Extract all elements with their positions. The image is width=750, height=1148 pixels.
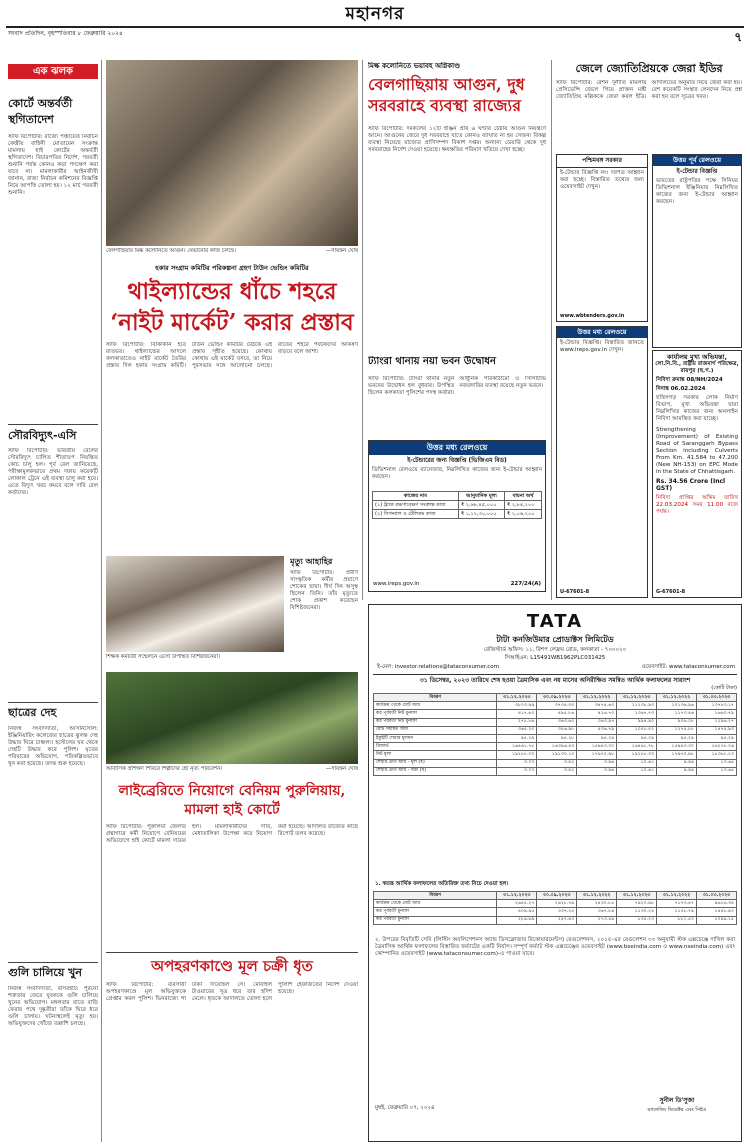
table-row <box>374 767 737 775</box>
column-header: ৩০.০৯.২০২৩ <box>537 892 577 900</box>
pwd-lead: ছত্তিসগড় সরকার লোক নির্মাণ বিভাগ, মুখ্য অভিযন্তা দ্বারা নিম্নলিখিত কাজের জন্য অনলাইন নিবিদা আমন্ত্রিত করা যাচ্ছে। <box>656 394 738 422</box>
cell-value: ১৩৬৭.৭৩ <box>617 710 657 718</box>
cell-value: ১৯২৮৮.৩৩ <box>497 751 537 759</box>
cell-value: ১৬৩৯৬.৪৩ <box>537 743 577 751</box>
ncr-tender-ad <box>368 440 546 592</box>
tata-note1: ১. স্বতন্ত্র আর্থিক ফলাফলের অতিরিক্ত তথ্য নিচে দেওয়া হল। <box>375 881 509 887</box>
section-title: মহানগর <box>345 4 405 24</box>
tata-signatory-role: ম্যানেজিং ডিরেক্টর এবং সিইও <box>647 1107 707 1113</box>
story4-body: নিজস্ব সংবাদদাতা, বসিরহাট: পুরনো শত্রুতার জেরে যুবককে গুলি চালিয়ে খুনের অভিযোগ। মঙ্গলবার রাতে বাড়ি ফেরার পথে দুষ্কৃতীরা তাঁকে ঘিরে ধরে গুলি চালায়। ঘটনাস্থলেই মৃত্যু হয়। অভিযুক্তদের খোঁজে তল্লাশি চলছে। <box>8 986 98 1027</box>
pwd-code: G-67601-8 <box>656 588 686 595</box>
cell-value: ৩৮০৩.৯৯ <box>497 702 537 710</box>
cell-value: ১৬৪৬১.৭৮ <box>497 743 537 751</box>
tata-results-ad <box>368 604 742 1142</box>
fire-photo <box>106 60 358 246</box>
cell-value: ৯৫.২৯ <box>697 734 737 742</box>
cell-value: ১৬৪৬১.৭৮ <box>617 743 657 751</box>
cell-value: ২৬২৮.৭৯ <box>537 900 577 908</box>
cell-value: ২৬৫৫.২৭ <box>497 900 537 908</box>
obituary-headline: মৃত্যু আহাহির <box>290 556 333 566</box>
cell-value: ৩.৯৬ <box>577 759 617 767</box>
ad-website[interactable]: www.ireps.gov.in <box>373 581 420 588</box>
table-row <box>373 510 542 519</box>
cell-value: ১০.৬১ <box>617 759 657 767</box>
kidnap-headline: অপহরণকাণ্ডে মূল চক্রী ধৃত <box>151 957 313 975</box>
nr-tender-ad <box>652 154 742 348</box>
table-row <box>374 718 737 726</box>
column-header: ৩১.১২.২০২৩ <box>497 892 537 900</box>
cell-value: ৩৪৭৪.৬৩ <box>577 702 617 710</box>
wb-notice-ad <box>556 154 648 322</box>
ek-jhalak-tag: এক ঝলক <box>8 64 98 79</box>
ad-title: উত্তর মধ্য রেলওয়ে <box>369 441 545 455</box>
cell-value: ৩.৯২ <box>537 759 577 767</box>
pwd-cost: Rs. 34.56 Crore (Incl GST) <box>656 477 726 493</box>
tata-place-date: মুম্বই, ফেব্রুয়ারি ০৭, ২০২৪ <box>375 1105 435 1111</box>
ad-code: U-67601-8 <box>560 588 590 595</box>
column-header: ৩১.১২.২০২২ <box>657 694 697 702</box>
ad-title: উত্তর মধ্য রেলওয়ে <box>557 327 647 338</box>
table-row <box>374 900 737 908</box>
cell: ₹ ১,১২,৩০,০০০ <box>458 510 504 519</box>
table-row <box>374 702 737 710</box>
cell-value: ১৬২৭৮.০৬ <box>697 743 737 751</box>
cell-value: ৮৮২.৫০ <box>657 916 697 924</box>
cell-value: ২৭৩.৪৬ <box>577 916 617 924</box>
fire-photo-credit: —সায়ন্তন ঘোষ <box>325 248 358 254</box>
cell-value: ৪৯৫.৮৬ <box>537 710 577 718</box>
row-label: শেয়ার প্রতি আয় - মিশ্র (₹) <box>374 767 497 775</box>
cell-value: ১৪৪৮.৯০ <box>697 908 737 916</box>
ad-code: 227/24(A) <box>510 581 541 588</box>
ad-body: ই-টেন্ডার বিজ্ঞপ্তি। বিস্তারিত জানতে www.ireps.gov.in দেখুন। <box>560 340 644 353</box>
story2-body: স্টাফ রিপোর্টার: ভারতীয় রেলের সৌরবিদ্যুৎ চালিত শীতাতপ নিয়ন্ত্রিত কোচ চালু হল। পূর্ব রেল জানিয়েছে, পরীক্ষামূলকভাবে প্রথম দফায় কয়েকটি লোকাল ট্রেনে এই ব্যবস্থা চালু করা হবে। এতে বিদ্যুৎ খরচ কমবে বলে দাবি রেল কর্তাদের। <box>8 448 98 496</box>
cell-value: ১৫৯৪৩.৩০ <box>657 743 697 751</box>
ad-body: ভারতের রাষ্ট্রপতির পক্ষে সিনিয়র ডিভিশনাল ইঞ্জিনিয়ার নিম্নলিখিত কাজের জন্য ই-টেন্ডার আহ্বান করছেন। <box>656 177 738 205</box>
fire-headline: বেলগাছিয়ায় আগুন, দুধ সরবরাহে ব্যবস্থা রাজ্যের <box>368 75 525 115</box>
cell-value: ৫৩৬.৭৯ <box>577 726 617 734</box>
col-header: আনুমানিক মূল্য <box>458 491 504 500</box>
row-label: কার্যক্রম থেকে মোট আয় <box>374 900 497 908</box>
ad-title: উত্তর পূর্ব রেলওয়ে <box>653 155 741 166</box>
cell-value: ৩.৯২ <box>537 767 577 775</box>
tata-signatory: সুনীল ডি'সুজা <box>659 1097 695 1104</box>
tata-standalone-table <box>373 891 737 925</box>
tangra-headline: ট্যাংরা থানায় নয়া ভবন উদ্বোধন <box>368 356 496 367</box>
tangra-body: স্টাফ রিপোর্টার: ট্যাংরা থানার নতুন ভবনের উদ্বোধন হল বুধবার। উপস্থিত ছিলেন কলকাতা পুলিশের পদস্থ কর্তারা। আধুনিক পরিকাঠামো ও সিসিটিভি নজরদারির ব্যবস্থা রয়েছে নতুন ভবনে। <box>368 376 546 396</box>
cell-value: ৩৬৫.২৩ <box>497 726 537 734</box>
pwd-subtitle: লো.নি.বি., রাষ্ট্রীয় রাজমার্গ পরিক্ষেত্র, রায়পুর (ছ.গ.) <box>655 361 739 374</box>
column-header: বিবরণ <box>374 892 497 900</box>
story2-headline: সৌরবিদ্যুৎ-এসি <box>8 429 77 442</box>
row-label: নিট মূল্য <box>374 751 497 759</box>
column-rule <box>362 60 363 600</box>
column-header: ৩১.১২.২০২২ <box>657 892 697 900</box>
cell-value: ৩৬৭.৮৬ <box>577 908 617 916</box>
table-row <box>374 759 737 767</box>
cell-value: ৪২৬.৭০ <box>577 710 617 718</box>
table-row <box>374 751 737 759</box>
cell-value: ৯৫.২৯ <box>577 734 617 742</box>
cell: (২) সিগন্যাল ও টেলিকম কাজ <box>373 510 459 519</box>
fire-photo-caption: বেলগাছিয়ার মিল্ক কলোনিতে আগুন। নেভানোর কাজ চলছে। <box>106 248 237 254</box>
fire-kicker: মিল্ক কলোনিতে ভয়াবহ অগ্নিকাণ্ড <box>368 62 461 70</box>
cell-value: ১৯২৮৮.৩৩ <box>617 751 657 759</box>
cell-value: ৩.০৩ <box>497 759 537 767</box>
column-rule <box>551 60 552 600</box>
cell-value: ৯৯৪.৯০ <box>617 718 657 726</box>
tata-cin: সিআইএন: L15491WB1962PLC031425 <box>504 655 606 661</box>
cell-value: ৯.৯৯ <box>657 767 697 775</box>
cell-value: ২৭৮.৮৬ <box>497 718 537 726</box>
cell-value: ১০.৬১ <box>617 767 657 775</box>
row-label: মোট সমন্বিত আয় <box>374 726 497 734</box>
column-header: ৩১.০৩.২০২৩ <box>697 892 737 900</box>
cell-value: ৭১৭৩.৪৭ <box>657 900 697 908</box>
library-body: স্টাফ রিপোর্টার: পুরুলিয়া জেলার গ্রন্থাগারে কর্মী নিয়োগে বেনিয়মের অভিযোগে হাই কোর্টে মামলা দায়ের হল। মামলাকারীদের দাবি, মেধাতালিকা উপেক্ষা করে নিয়োগ করা হয়েছে। আদালত রাজ্যের কাছে রিপোর্ট তলব করেছে। <box>106 824 358 844</box>
story1-headline: কোর্টে অন্তর্বর্তী স্থগিতাদেশ <box>8 97 73 126</box>
tata-email[interactable]: ই-মেল: investor.relations@tataconsumer.com <box>377 664 499 670</box>
pwd-tender-no: নিবিদা ক্রমাঙ্ক 08/NH/2024 <box>656 376 723 383</box>
tata-unit: (কোটি টাকা) <box>711 685 737 691</box>
cell-value: ১১৫৮.৭৯ <box>657 908 697 916</box>
cell-value: ৯.৯৯ <box>657 759 697 767</box>
tata-note2: ২. উপরের বিবৃতিটি সেবি (লিস্টিং অবলিগেশনস অ্যান্ড ডিসক্লোজার রিকোয়ারমেন্টস) রেগুলেশনস, ২০১৫-এর রেগুলেশন ৩৩ অনুযায়ী স্টক এক্সচেঞ্জে দাখিল করা ত্রৈমাসিক আর্থিক ফলাফলের বিস্তারিত ফর্ম্যাটের একটি নির্যাস। সম্পূর্ণ ফর্ম্যাট স্টক এক্সচেঞ্জের ওয়েবসাইট (www.bseindia.com ও www.nseindia.com) এবং কোম্পানির ওয়েবসাইট (www.tataconsumer.com)-এ পাওয়া যাবে। <box>375 937 735 957</box>
cell-value: ১১৭৩.৪৬ <box>657 710 697 718</box>
cell-value: ১০৫৮.৫২ <box>617 726 657 734</box>
ad-title: পশ্চিমবঙ্গ সরকার <box>557 155 647 168</box>
story4-headline: গুলি চালিয়ে খুন <box>8 966 82 979</box>
col-header: বায়না অর্থ <box>505 491 542 500</box>
jyotipriya-headline: জেলে জ্যোতিপ্রিয়কে জেরা ইডির <box>575 62 723 75</box>
divider <box>106 952 358 953</box>
cell-value: ৯৫.২৯ <box>657 734 697 742</box>
ncr-right-ad <box>556 326 648 598</box>
cell-value: ৩৫৬.৯৮ <box>537 726 577 734</box>
jyotipriya-body: স্টাফ রিপোর্টার: রেশন দুর্নীতি মামলায় প্রেসিডেন্সি জেলে গিয়ে প্রাক্তন মন্ত্রী জ্যোতিপ্রিয় মল্লিককে জেরা করল ইডি। আদালতের অনুমতি নিয়ে জেরা করা হয়। বেশ কয়েকটি সংস্থার লেনদেন নিয়ে প্রশ্ন করা হয় বলে সূত্রের খবর। <box>556 80 742 100</box>
cell-value: ১১২৩৮.৯৩ <box>617 702 657 710</box>
column-header: ৩১.০৩.২০২৩ <box>697 694 737 702</box>
ad-website[interactable]: www.wbtenders.gov.in <box>560 312 625 319</box>
cell-value: ১৬৬৩.৭৯ <box>697 710 737 718</box>
event-photo <box>106 556 284 652</box>
fire-body: স্টাফ রিপোর্টার: দমকলের ১২টি ইঞ্জিন প্রায় ৬ ঘণ্টার চেষ্টায় আগুন নিয়ন্ত্রণে আনে। আগুনের জেরে দুধ সরবরাহে যাতে কোনও ব্যাঘাত না হয় সেজন্য বিকল্প ব্যবস্থা নিয়েছে রাজ্যের প্রাণিসম্পদ বিকাশ দপ্তর। অন্যান্য ডেয়ারি থেকে দুধ সরবরাহের নির্দেশ দেওয়া হয়েছে। ক্ষয়ক্ষতির পরিমাণ খতিয়ে দেখা হচ্ছে। <box>368 126 546 153</box>
cell: ₹ ২,৬৮,৪৫,০০০ <box>458 500 504 509</box>
cell-value: ১৩.৬৫ <box>697 767 737 775</box>
tata-logo: TATA <box>526 611 584 632</box>
divider <box>8 702 98 703</box>
cell-value: ১০৯৯.১৫ <box>697 916 737 924</box>
market-body: স্টাফ রিপোর্টার: বিকিকিনি হবে রাতভর। থাইল্যান্ডের আদলে কলকাতাতেও নাইট মার্কেট তৈরির প্রস্তাব দিল হকার সংগ্রাম কমিটি। টাউন ভেন্ডিং কমিটির বৈঠকে এই প্রস্তাব গৃহীত হয়েছে। কোথায় কোথায় এই মার্কেট বসবে, তা নিয়ে পুরসভার সঙ্গে আলোচনা চলছে। রাতের শহরে পর্যটকদের আকর্ষণ বাড়বে বলে আশা। <box>106 342 358 369</box>
column-header: ৩০.০৯.২০২৩ <box>537 694 577 702</box>
cell-value: ৩৬৩.৬৫ <box>537 718 577 726</box>
column-header: ৩১.১২.২০২২ <box>577 892 617 900</box>
column-header: বিবরণ <box>374 694 497 702</box>
cell: ₹ ২,০৬,২০০ <box>505 510 542 519</box>
table-row <box>374 710 737 718</box>
row-label: কর পূর্ববর্তী নিট মুনাফা <box>374 710 497 718</box>
cell-value: ২৪৭.৬৩ <box>537 916 577 924</box>
ad-table <box>372 491 542 520</box>
cell-value: ১৫৯৪৩.৩০ <box>577 743 617 751</box>
story3-body: নিজস্ব সংবাদদাতা, আসানসোল: ইঞ্জিনিয়ারিং কলেজের ছাত্রের ঝুলন্ত দেহ উদ্ধার ঘিরে চাঞ্চল্য। হস্টেলের ঘর থেকে দেহটি উদ্ধার করে পুলিশ। মৃতের পরিবারের অভিযোগ, পরিকল্পিতভাবে খুন করা হয়েছে। তদন্ত শুরু হয়েছে। <box>8 726 98 767</box>
cell: ₹ ২,৮৪,২০০ <box>505 500 542 509</box>
cell-value: ৩.০৩ <box>497 767 537 775</box>
event-photo-caption: শিক্ষক কর্মচারী সম্মেলনে এসো উপস্থিত বিশিষ্টজনেরা। <box>106 654 220 660</box>
cell-value: ৯৫.২৯ <box>617 734 657 742</box>
tata-company-name: টাটা কনজিউমার প্রোডাক্টস লিমিটেড <box>496 635 614 644</box>
pwd-title: কার্যালয় মুখ্য অভিযন্তা, <box>667 353 727 361</box>
cell-value: ৪১৭.৬০ <box>497 710 537 718</box>
cell-value: ১১৩০.২৪ <box>617 908 657 916</box>
column-header: ৩১.১২.২০২৩ <box>617 694 657 702</box>
ad-subtitle: ই-টেন্ডার বিজ্ঞপ্তি <box>676 168 718 175</box>
divider <box>8 424 98 425</box>
table-row <box>374 726 737 734</box>
cell-value: ৯৫.২৮ <box>537 734 577 742</box>
tata-address: রেজিস্টার্ড অফিস: ১১, বিশপ লেফ্রয় রোড, কলকাতা - ৭০০০২০ <box>483 647 627 653</box>
tata-consolidated-table <box>373 693 737 776</box>
market-kicker: হকার সংগ্রাম কমিটির পরিকল্পনা গ্রহণ টাউন ভেন্ডিং কমিটির <box>155 264 309 272</box>
table-row <box>374 908 737 916</box>
row-label: ইকুইটি শেয়ার মূলধন <box>374 734 497 742</box>
cell-value: ১৩.৬৫ <box>697 759 737 767</box>
cell: (১) ট্র্যাক রক্ষণাবেক্ষণ সংক্রান্ত কাজ <box>373 500 459 509</box>
table-row <box>373 500 542 509</box>
ad-body: ডিভিশনাল রেলওয়ে ম্যানেজার, নিম্নলিখিত কাজের জন্য ই-টেন্ডার আহ্বান করছেন। <box>372 466 542 480</box>
column-header: ৩১.১২.২০২৩ <box>617 892 657 900</box>
story3-headline: ছাত্রের দেহ <box>8 706 57 719</box>
cell-value: ৭৯২০.৯৮ <box>617 900 657 908</box>
row-label: কর পরবর্তী নিট মুনাফা <box>374 718 497 726</box>
cell-value: ১০১৩৬.৯৬ <box>657 702 697 710</box>
cell-value: ১৮৩৬১.২৩ <box>697 751 737 759</box>
library-headline: লাইব্রেরিতে নিয়োগে বেনিয়ম পুরুলিয়ায়, মামলা হাই কোর্টে <box>118 783 346 818</box>
row-label: শেয়ার প্রতি আয় - মূল (₹) <box>374 759 497 767</box>
row-label: কার্যক্রম থেকে মোট আয় <box>374 702 497 710</box>
ad-body: ই-টেন্ডার বিজ্ঞপ্তি নং। দরপত্র আহ্বান করা হচ্ছে। বিস্তারিত তথ্যের জন্য ওয়েবসাইট দেখুন। <box>560 169 644 190</box>
cell-value: ১৯১৩০.১৩ <box>537 751 577 759</box>
cell-value: ৩৩৭.২৫ <box>537 908 577 916</box>
obituary-body: স্টাফ রিপোর্টার: প্রবীণ সাংস্কৃতিক কর্মীর প্রয়াণে শোকের ছায়া। দীর্ঘ দিন অসুস্থ ছিলেন তিনি। তাঁর মৃত্যুতে শোক প্রকাশ করেছেন বিশিষ্টজনেরা। <box>290 570 358 611</box>
row-label: কর পরবর্তী মুনাফা <box>374 916 497 924</box>
cell-value: ৯০৬.০৮ <box>657 718 697 726</box>
chhau-photo-credit: —সায়ন্তন ঘোষ <box>325 766 358 772</box>
cell-value: ৩৭৩৪.৩৩ <box>537 702 577 710</box>
cell-value: ২৪৩০.৮৫ <box>577 900 617 908</box>
masthead-rule <box>6 26 744 29</box>
kidnap-body: স্টাফ রিপোর্টার: ব্যবসায়ী অপহরণকাণ্ডে মূল অভিযুক্তকে গ্রেপ্তার করল পুলিশ। ভিনরাজ্যে গা ঢাকা দিয়েছিল সে। মোবাইল টাওয়ারের সূত্র ধরে তার হদিশ মেলে। ধৃতকে আদালতে তোলা হলে পুলিশি হেফাজতের নির্দেশ দেওয়া হয়েছে। <box>106 982 358 1002</box>
cell-value: ৪০৯.৯৫ <box>497 908 537 916</box>
cell-value: ১৩৭৮৩.১৭ <box>697 702 737 710</box>
market-headline: থাইল্যান্ডের ধাঁচে শহরে ‘নাইট মার্কেট’ করার প্রস্তাব <box>110 278 354 336</box>
row-label: কর পূর্ববর্তী মুনাফা <box>374 908 497 916</box>
column-header: ৩১.১২.২০২৩ <box>497 694 537 702</box>
table-row <box>374 916 737 924</box>
pwd-work: Strengthening (Improvement) of Existing Road of Saranggarh Bypass Section including Culverts From Km. 41.584 to 47.200 (New NH-153) on EPC Mode in the State of Chhattisgarh. <box>656 426 738 475</box>
cell-value: ১২৯৬.২৭ <box>697 718 737 726</box>
cell-value: ১৭৯৭০.৯৮ <box>657 751 697 759</box>
page-number: ৭ <box>734 30 742 44</box>
chhau-photo <box>106 672 358 764</box>
pwd-tender-ad <box>652 350 742 598</box>
column-rule <box>101 60 102 1142</box>
col-header: কাজের নাম <box>373 491 459 500</box>
column-header: ৩১.১২.২০২২ <box>577 694 617 702</box>
cell-value: ২৮৬.৬৯ <box>497 916 537 924</box>
ad-subtitle: ই-টেন্ডারের জন্য বিজ্ঞপ্তি (ভিজিএম বিড) <box>407 457 507 464</box>
divider <box>8 962 98 963</box>
cell-value: ৩.৯৬ <box>577 767 617 775</box>
cell-value: ৩৬৩.৯৭ <box>577 718 617 726</box>
chhau-photo-caption: আবাসিক প্রশিক্ষণ শিবিরে শিল্পীদের ছৌ নৃত্য পরিবেশন। <box>106 766 223 772</box>
pwd-deadline: নিবিদা প্রাপ্তির অন্তিম তারিখ 22.03.2024 সময় 11.00 বজে পর্যন্ত। <box>656 494 738 515</box>
tata-statement-title: ৩১ ডিসেম্বর, ২০২৩ তারিখে শেষ হওয়া ত্রৈমাসিক এবং নয় মাসের অনিরীক্ষিত সমন্বিত আর্থিক ফলাফলের সারাংশ <box>373 674 737 685</box>
table-row <box>374 743 737 751</box>
cell-value: ৮৩৫.২৩ <box>617 916 657 924</box>
table-row <box>374 734 737 742</box>
date-line: সংবাদ প্রতিদিন, বৃহস্পতিবার ৮ ফেব্রুয়ারি ২০২৪ <box>8 30 123 37</box>
story1-body: স্টাফ রিপোর্টার: রাজ্যে পঞ্চায়েত নির্বাচন কেন্দ্রীয় বাহিনী মোতায়েন সংক্রান্ত মামলায় হাই কোর্টের অন্তর্বর্তী স্থগিতাদেশ। বিচারপতির নির্দেশ, পরবর্তী শুনানি পর্যন্ত কোনও কড়া পদক্ষেপ করা যাবে না। মামলাকারীর আইনজীবী জানান, রাজ্য নির্বাচন কমিশনের বিজ্ঞপ্তি নিয়ে আপত্তি তোলা হয়। ১২ মার্চ পরবর্তী শুনানি। <box>8 134 98 196</box>
cell-value: ১৪৭৪.৯৩ <box>697 726 737 734</box>
cell-value: ১২৭৪.৮৮ <box>657 726 697 734</box>
cell-value: ১৭৯৭০.৯৮ <box>577 751 617 759</box>
cell-value: ৯৬১৬.৩৪ <box>697 900 737 908</box>
cell-value: ৯৫.২৯ <box>497 734 537 742</box>
row-label: রিজার্ভ <box>374 743 497 751</box>
pwd-date: দিনাঙ্ক 06.02.2024 <box>656 385 706 392</box>
tata-website[interactable]: ওয়েবসাইট: www.tataconsumer.com <box>641 664 735 670</box>
